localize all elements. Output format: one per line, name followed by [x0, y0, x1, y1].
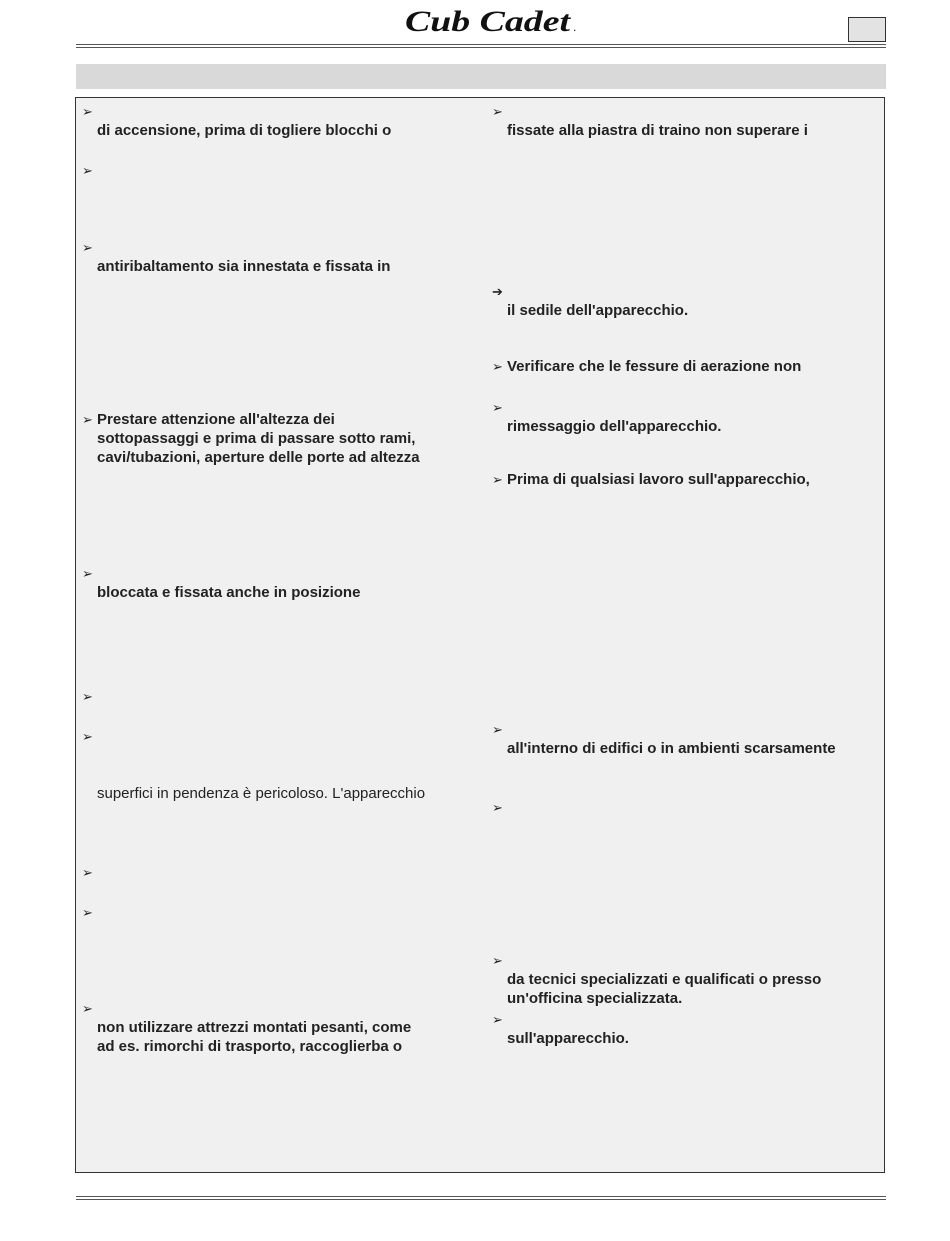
left-item-3 — [82, 238, 390, 276]
brand-logo-mark: . — [573, 20, 577, 34]
brand-logo-text: Cub Cadet — [405, 5, 573, 36]
text-line: fissate alla piastra di traino non superare i — [507, 122, 808, 139]
text-line: da tecnici specializzati e qualificati o presso — [507, 971, 822, 988]
text-line: un'officina specializzata. — [507, 990, 683, 1007]
bullet-icon: ➢ — [82, 412, 93, 427]
right-item-1 — [492, 102, 808, 140]
bullet-icon: ➢ — [492, 722, 503, 737]
section-title-band — [76, 64, 886, 89]
footer-rule-top — [76, 1196, 886, 1197]
text-line: ad es. rimorchi di trasporto, raccoglierba o — [97, 1038, 403, 1055]
bullet-icon: ➢ — [82, 729, 93, 744]
header-rule-bottom — [76, 47, 886, 48]
right-item-6 — [492, 720, 836, 758]
left-item-7 — [82, 727, 97, 746]
footer-rule-bottom — [76, 1199, 886, 1200]
text-line: Verificare che le fessure di aerazione non — [507, 358, 802, 375]
bullet-icon: ➢ — [82, 1001, 93, 1016]
left-item-1 — [82, 102, 391, 140]
bullet-icon: ➢ — [82, 905, 93, 920]
text-line: rimessaggio dell'apparecchio. — [507, 418, 722, 435]
bullet-icon: ➢ — [82, 865, 93, 880]
bullet-icon: ➢ — [492, 104, 503, 119]
left-item-2 — [82, 161, 97, 180]
right-item-9 — [492, 1010, 629, 1048]
left-item-9 — [82, 903, 97, 922]
left-item-6 — [82, 687, 97, 706]
right-item-2 — [492, 282, 688, 320]
left-item-10 — [82, 999, 411, 1056]
left-item-7-continuation — [82, 784, 425, 803]
right-item-8 — [492, 951, 821, 1008]
left-item-4 — [82, 410, 420, 467]
text-line: Prima di qualsiasi lavoro sull'apparecchio, — [507, 471, 810, 488]
right-item-5 — [492, 470, 810, 489]
text-line: antiribaltamento sia innestata e fissata in — [97, 258, 391, 275]
bullet-icon: ➢ — [492, 400, 503, 415]
right-item-7 — [492, 798, 507, 817]
text-line: il sedile dell'apparecchio. — [507, 302, 689, 319]
page-number-box — [848, 17, 886, 42]
bullet-icon: ➢ — [492, 359, 503, 374]
bullet-icon: ➢ — [492, 800, 503, 815]
left-item-8 — [82, 863, 97, 882]
text-line: superfici in pendenza è pericoloso. L'apparecchio — [97, 785, 426, 802]
bullet-icon: ➢ — [82, 566, 93, 581]
text-line: sull'apparecchio. — [507, 1030, 629, 1047]
text-line: sottopassaggi e prima di passare sotto rami, — [97, 430, 416, 447]
left-item-5 — [82, 564, 360, 602]
text-line: all'interno di edifici o in ambienti scarsamente — [507, 740, 836, 757]
bullet-icon: ➢ — [492, 472, 503, 487]
right-item-3 — [492, 357, 801, 376]
bullet-icon: ➢ — [82, 104, 93, 119]
text-line: di accensione, prima di togliere blocchi o — [97, 122, 392, 139]
bullet-icon: ➢ — [492, 1012, 503, 1027]
text-line: cavi/tubazioni, aperture delle porte ad altezza — [97, 449, 420, 466]
text-line: non utilizzare attrezzi montati pesanti, come — [97, 1019, 412, 1036]
bullet-icon: ➢ — [82, 163, 93, 178]
cub-cadet-logo — [405, 4, 585, 36]
text-line: Prestare attenzione all'altezza dei — [97, 411, 335, 428]
right-item-4 — [492, 398, 721, 436]
arrow-icon: ➔ — [492, 284, 503, 299]
bullet-icon: ➢ — [82, 689, 93, 704]
text-line: bloccata e fissata anche in posizione — [97, 584, 361, 601]
bullet-icon: ➢ — [82, 240, 93, 255]
header-rule-top — [76, 44, 886, 45]
bullet-icon: ➢ — [492, 953, 503, 968]
